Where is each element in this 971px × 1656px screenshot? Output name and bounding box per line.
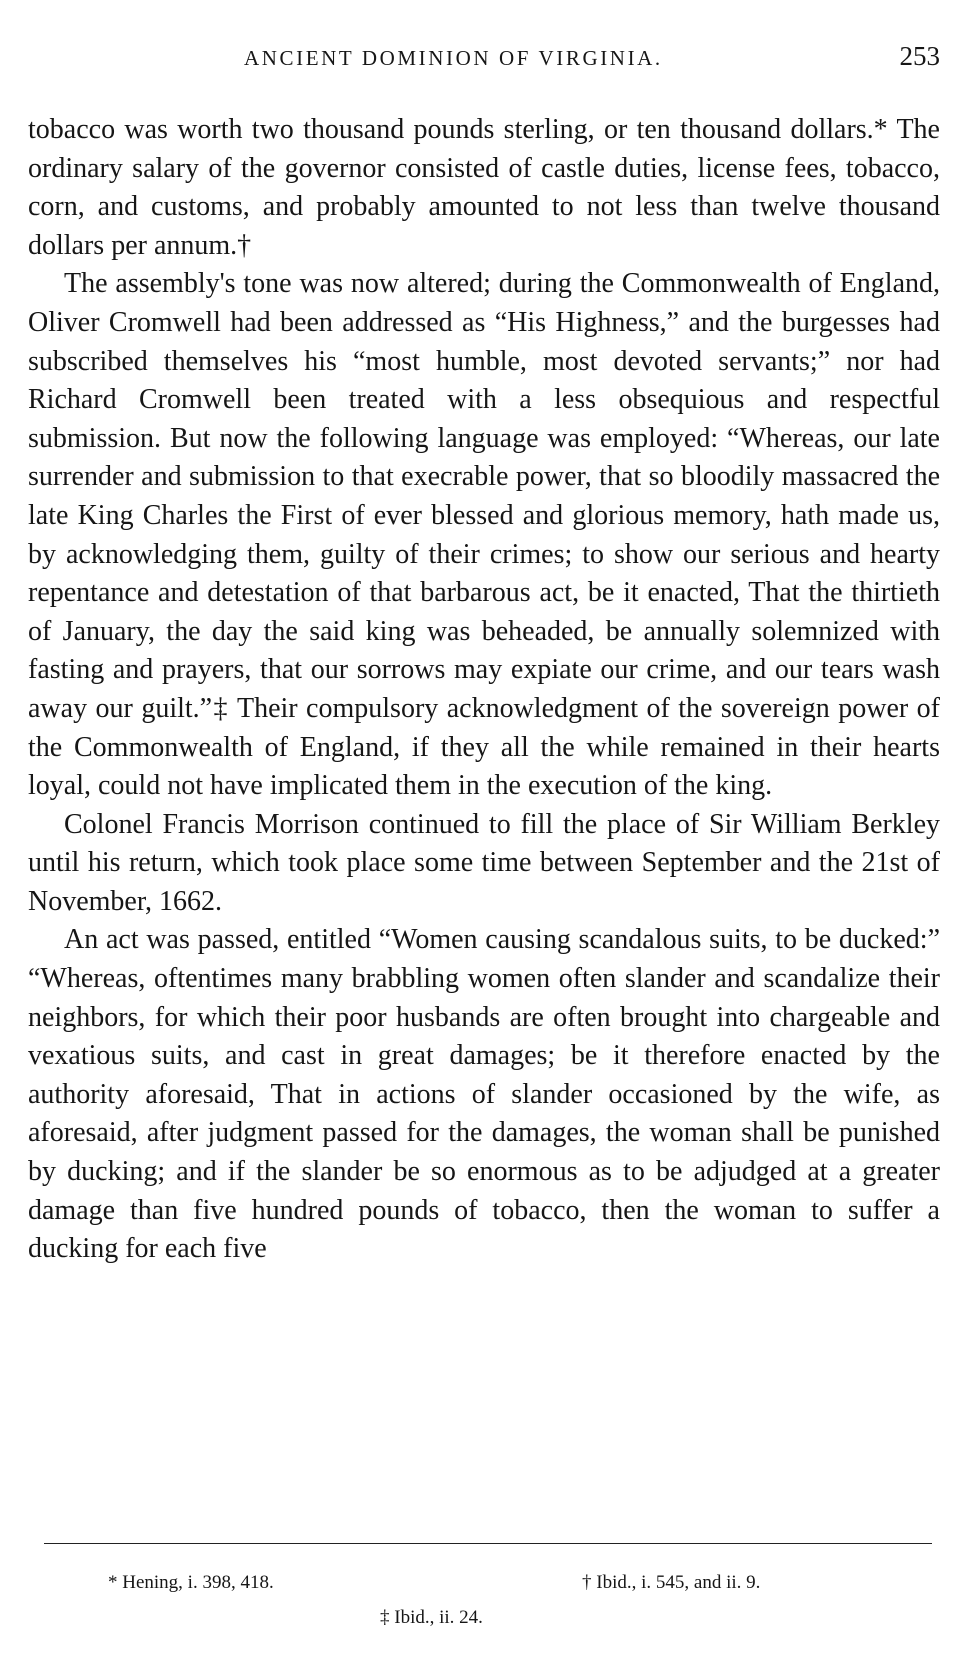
paragraph-4: An act was passed, entitled “Women causing scandalous suits, to be ducked:” “Whereas, oftentimes many brabbling women often slander and scandalize their neighbors, for which their poor husbands are often brought into chargeable and vexatious suits, and cast in great damages; be it therefore enacted by the authority aforesaid, That in actions of slander occasioned by the wife, as aforesaid, after judgment passed for the damages, the woman shall be punished by ducking; and if the slander be so enormous as to be adjudged at a greater damage than five hundred pounds of tobacco, then the woman to suffer a ducking for each five [28,924,940,1265]
running-head [30,38,940,78]
paragraph-2: The assembly's tone was now altered; during the Commonwealth of England, Oliver Cromwell had been addressed as “His Highness,” and the burgesses had subscribed themselves his “most humble, most devoted servants;” nor had Richard Cromwell been treated with a less obsequious and respectful submission. But now the following language was employed: “Whereas, our late surrender and submission to that execrable power, that so bloodily massacred the late King Charles the First of ever blessed and glorious memory, hath made us, by acknowledging them, guilty of their crimes; to show our serious and hearty repentance and detestation of that barbarous act, be it enacted, That the thirtieth of January, the day the said king was beheaded, be annually solemnized with fasting and prayers, that our sorrows may expiate our crime, and our tears wash away our guilt.”‡ Their compulsory acknowledgment of the sovereign power of the Commonwealth of England, if they all the while remained in their hearts loyal, could not have implicated them in the execution of the king. [28,268,940,802]
footnote-1: * Hening, i. 398, 418. [108,1572,274,1593]
body-text [28,111,940,1269]
footnote-2: † Ibid., i. 545, and ii. 9. [582,1572,761,1593]
paragraph-1: tobacco was worth two thousand pounds sterling, or ten thousand dollars.* The ordinary salary of the governor consisted of castle duties, license fees, tobacco, corn, and customs, and probably amounted to not less than twelve thousand dollars per annum.† [28,114,940,261]
page-number: 253 [899,41,940,71]
footnote-rule [44,1543,932,1544]
footnote-3: ‡ Ibid., ii. 24. [380,1607,483,1628]
running-title: ANCIENT DOMINION OF VIRGINIA. [244,46,663,70]
paragraph-3: Colonel Francis Morrison continued to fill the place of Sir William Berkley until his return, which took place some time between September and the 21st of November, 1662. [28,808,940,917]
footnotes [0,1568,971,1648]
